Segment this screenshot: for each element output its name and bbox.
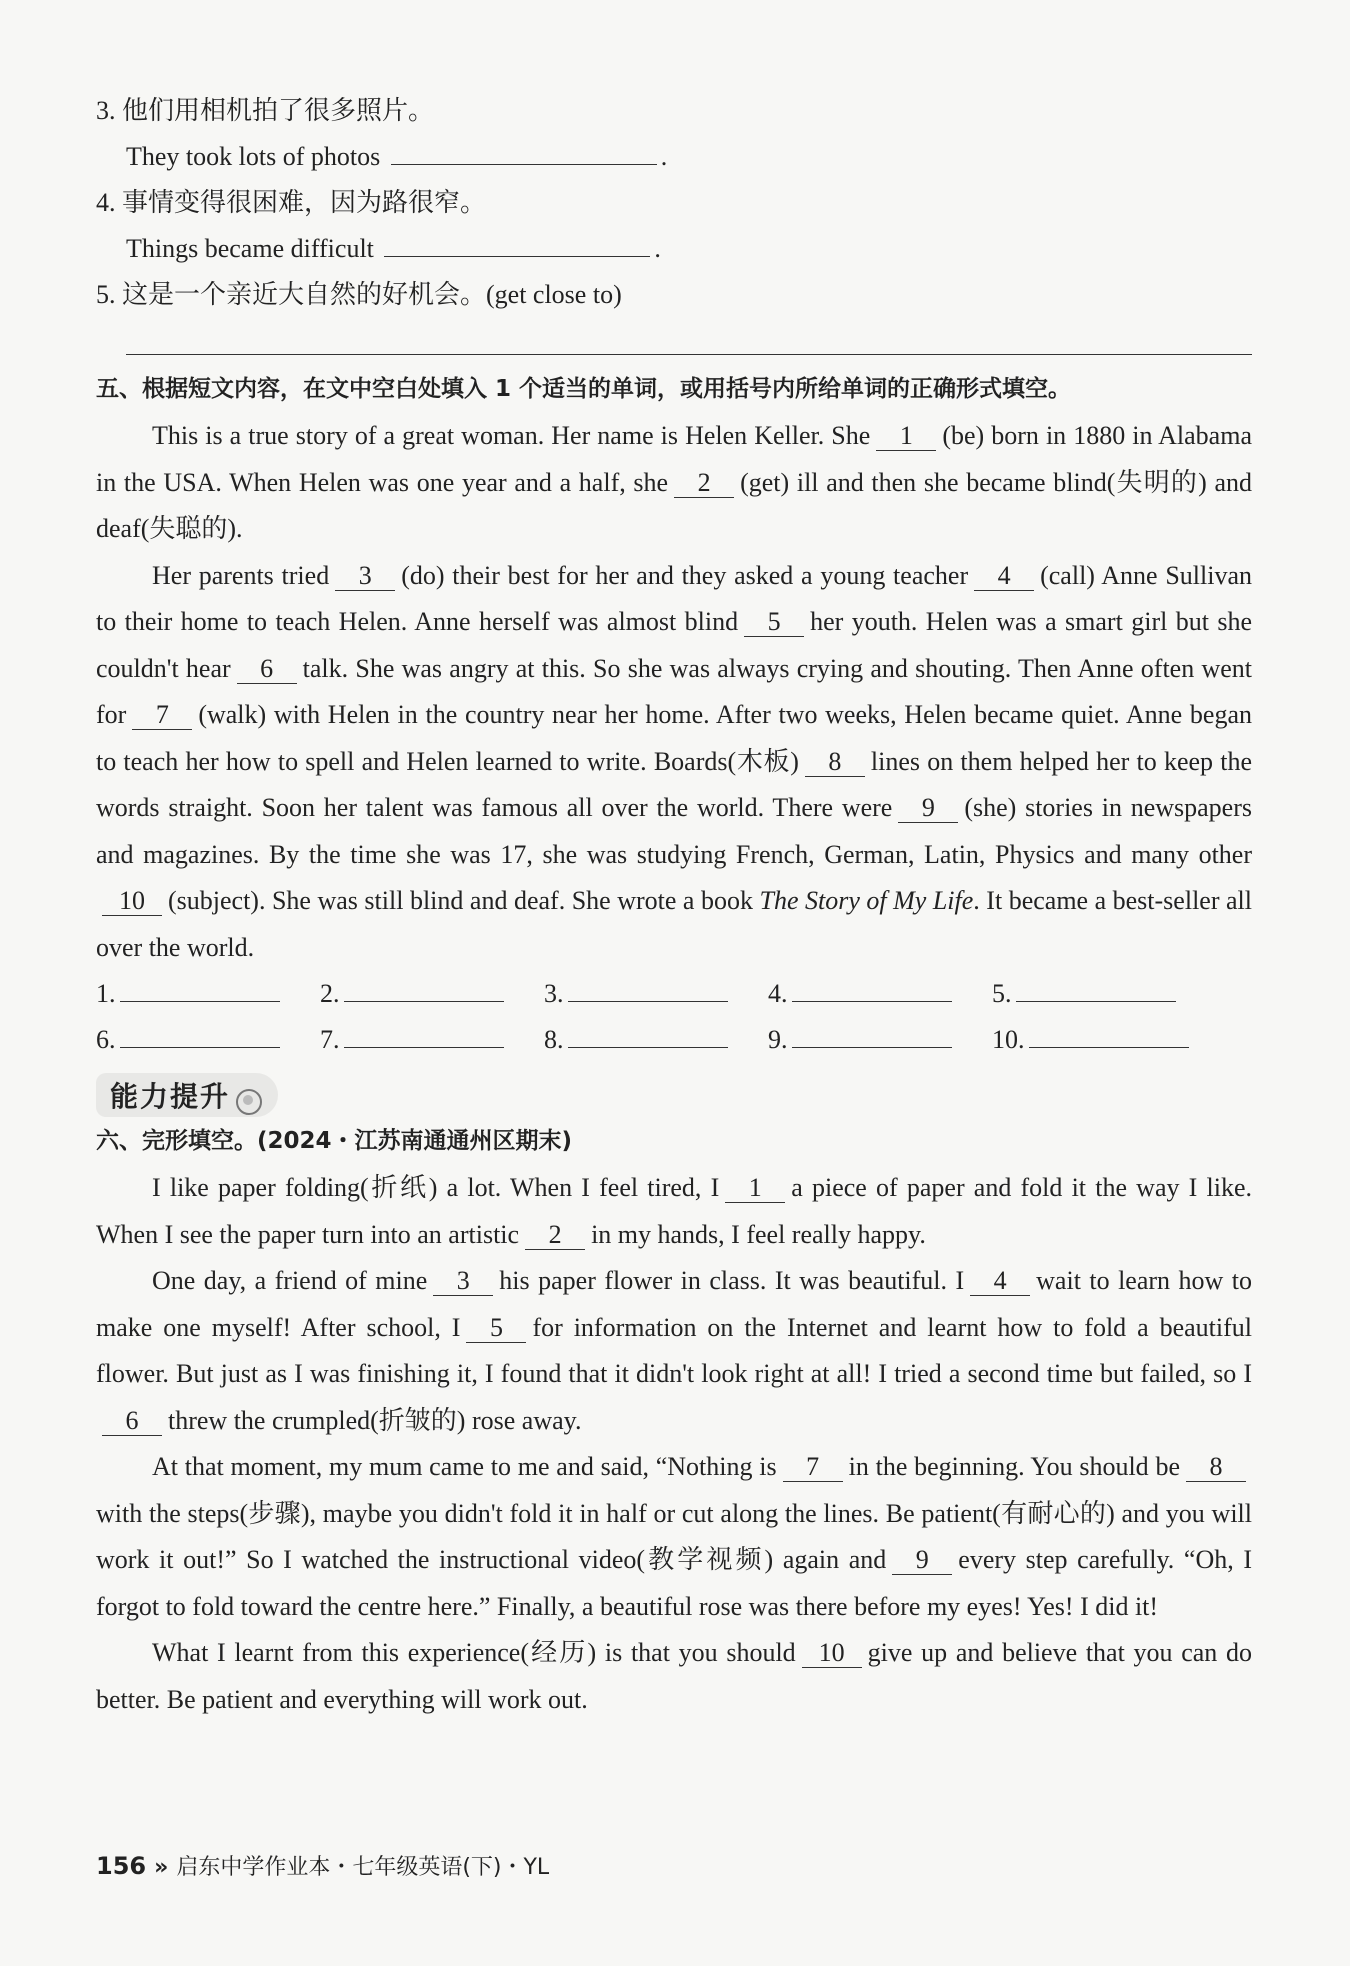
s5p2-text-8: (she) stories in newspapers and magazines. By the time she was 17, she was studying French, German, Latin, Physics and many other (96, 793, 1252, 869)
section5-paragraph-1 (96, 413, 1252, 553)
s6-blank-9[interactable]: 9 (892, 1546, 952, 1575)
s5-blank-4[interactable]: 4 (974, 562, 1034, 591)
q3-english-text: They took lots of photos (126, 142, 381, 171)
answer-label: 3. (544, 979, 564, 1008)
page-footer (96, 1850, 549, 1881)
answer-item-10[interactable] (992, 1017, 1216, 1063)
answer-line[interactable] (792, 977, 952, 1002)
s5p2-text-7: lines on them helped her to keep the words straight. Soon her talent was famous all over the world. There were (96, 746, 1252, 822)
s6p3-text-2: in the beginning. You should be (848, 1452, 1180, 1482)
s6-blank-2[interactable]: 2 (525, 1221, 585, 1250)
q4-english (96, 226, 1252, 272)
s5p2-text-4: her youth. Helen was a smart girl but she couldn't hear (96, 607, 1252, 683)
s6-blank-5[interactable]: 5 (466, 1314, 526, 1343)
section6-paragraph-4 (96, 1630, 1252, 1723)
answer-label: 10. (992, 1025, 1025, 1054)
book-title: The Story of My Life (759, 886, 974, 915)
q5-answer-line[interactable] (126, 318, 1252, 355)
s5p2-text-10: . It became a best-seller all over the world. (96, 886, 1252, 962)
s5-blank-10[interactable]: 10 (102, 887, 162, 916)
s5-blank-8[interactable]: 8 (805, 748, 865, 777)
answer-item-9[interactable] (768, 1017, 992, 1063)
answer-item-5[interactable] (992, 971, 1216, 1017)
answer-label: 6. (96, 1025, 116, 1054)
answer-line[interactable] (1016, 977, 1176, 1002)
section5-paragraph-2 (96, 553, 1252, 972)
answer-label: 2. (320, 979, 340, 1008)
chevron-right-icon: » (154, 1855, 169, 1880)
page-number: 156 (96, 1852, 147, 1880)
s5p1-text-2: (be) born in 1880 in Alabama in the USA. When Helen was one year and a half, she (96, 421, 1252, 497)
s6-blank-6[interactable]: 6 (102, 1407, 162, 1436)
s6p4-text-2: give up and believe that you can do better. Be patient and everything will work out. (96, 1638, 1252, 1714)
section6-heading: 六、完形填空。(2024・江苏南通通州区期末) (96, 1128, 573, 1155)
answer-label: 8. (544, 1025, 564, 1054)
s5-blank-3[interactable]: 3 (335, 562, 395, 591)
answer-item-2[interactable] (320, 971, 544, 1017)
q4-period: . (654, 234, 661, 263)
answer-line[interactable] (792, 1023, 952, 1048)
s6-blank-10[interactable]: 10 (802, 1639, 862, 1668)
answer-line[interactable] (120, 1023, 280, 1048)
answer-item-8[interactable] (544, 1017, 768, 1063)
s6p2-text-1: One day, a friend of mine (152, 1266, 428, 1296)
s5-blank-5[interactable]: 5 (744, 608, 804, 637)
lightbulb-icon (236, 1089, 262, 1115)
section6-paragraph-2 (96, 1258, 1252, 1444)
answer-item-7[interactable] (320, 1017, 544, 1063)
q5-chinese: 5. 这是一个亲近大自然的好机会。(get close to) (96, 280, 622, 309)
s5p2-text-2: (do) their best for her and they asked a young teacher (401, 560, 969, 590)
s5p1-text-1: This is a true story of a great woman. Her name is Helen Keller. She (152, 421, 871, 450)
answer-item-1[interactable] (96, 971, 320, 1017)
answer-label: 5. (992, 979, 1012, 1008)
s6p2-text-4: for information on the Internet and learnt how to fold a beautiful flower. But just as I was finishing it, I found that it didn't look right at all! I tried a second time but failed, so I (96, 1312, 1253, 1389)
s6p4-text-1: What I learnt from this experience(经历) is that you should (152, 1638, 796, 1668)
s5p2-text-1: Her parents tried (152, 560, 330, 590)
ability-banner (96, 1073, 278, 1117)
q4-chinese: 4. 事情变得很困难，因为路很窄。 (96, 188, 487, 217)
section6-paragraph-3 (96, 1444, 1252, 1630)
q3-english (96, 134, 1252, 180)
s6p2-text-5: threw the crumpled(折皱的) rose away. (168, 1405, 582, 1435)
s6-blank-1[interactable]: 1 (725, 1174, 785, 1203)
answer-grid (96, 971, 1252, 1063)
answer-label: 9. (768, 1025, 788, 1054)
s6p1-text-2: a piece of paper and fold it the way I like. When I see the paper turn into an artistic (96, 1173, 1253, 1249)
answer-label: 1. (96, 979, 116, 1008)
answer-line[interactable] (344, 1023, 504, 1048)
s5-blank-1[interactable]: 1 (876, 422, 936, 451)
s6p1-text-1: I like paper folding(折纸) a lot. When I feel tired, I (152, 1173, 720, 1203)
q4-english-text: Things became difficult (126, 234, 374, 263)
s5p2-text-3: (call) Anne Sullivan to their home to teach Helen. Anne herself was almost blind (96, 560, 1252, 636)
answer-line[interactable] (120, 977, 280, 1002)
q4-answer-blank[interactable] (384, 230, 650, 257)
q3-period: . (660, 142, 668, 171)
s5p2-text-9: (subject). She was still blind and deaf. She wrote a book (168, 886, 753, 915)
answer-label: 7. (320, 1025, 340, 1054)
answer-item-6[interactable] (96, 1017, 320, 1063)
s5-blank-9[interactable]: 9 (898, 794, 958, 823)
s6-blank-3[interactable]: 3 (433, 1267, 493, 1296)
s6p2-text-2: his paper flower in class. It was beautiful. I (499, 1266, 965, 1296)
s5p1-text-3: (get) ill and then she became blind(失明的) and deaf(失聪的). (96, 467, 1252, 543)
banner-label: 能力提升 (110, 1080, 231, 1113)
q3-answer-blank[interactable] (391, 138, 657, 165)
section5-heading: 五、根据短文内容，在文中空白处填入 1 个适当的单词，或用括号内所给单词的正确形式填空。 (96, 376, 1072, 402)
s6-blank-7[interactable]: 7 (783, 1453, 843, 1482)
answer-label: 4. (768, 979, 788, 1008)
book-series-title: 启东中学作业本・七年级英语(下)・YL (176, 1855, 550, 1880)
s6p3-text-1: At that moment, my mum came to me and said, “Nothing is (152, 1452, 777, 1482)
s5-blank-6[interactable]: 6 (237, 655, 297, 684)
answer-line[interactable] (344, 977, 504, 1002)
s6-blank-4[interactable]: 4 (970, 1267, 1030, 1296)
s5p2-text-6: (walk) with Helen in the country near her home. After two weeks, Helen became quiet. Anne began to teach her how to spell and Helen learned to write. Boards(木板) (96, 700, 1252, 776)
answer-item-4[interactable] (768, 971, 992, 1017)
answer-line[interactable] (568, 977, 728, 1002)
s5-blank-2[interactable]: 2 (674, 469, 734, 498)
s5p2-text-5: talk. She was angry at this. So she was always crying and shouting. Then Anne often went for (96, 653, 1252, 729)
answer-line[interactable] (1029, 1023, 1189, 1048)
answer-item-3[interactable] (544, 971, 768, 1017)
section6-paragraph-1 (96, 1165, 1252, 1258)
s5-blank-7[interactable]: 7 (132, 701, 192, 730)
s6p3-text-3: with the steps(步骤), maybe you didn't fold it in half or cut along the lines. Be patient(有耐心的) and you will work it out!” So I watched the instructional video(教学视频) again and (96, 1498, 1252, 1575)
q3-chinese: 3. 他们用相机拍了很多照片。 (96, 96, 435, 125)
s6p2-text-3: wait to learn how to make one myself! After school, I (96, 1266, 1252, 1342)
s6-blank-8[interactable]: 8 (1186, 1453, 1246, 1482)
answer-line[interactable] (568, 1023, 728, 1048)
s6p1-text-3: in my hands, I feel really happy. (591, 1219, 926, 1249)
s6p3-text-4: every step carefully. “Oh, I forgot to fold toward the centre here.” Finally, a beautiful rose was there before my eyes! Yes! I did it! (96, 1545, 1252, 1621)
